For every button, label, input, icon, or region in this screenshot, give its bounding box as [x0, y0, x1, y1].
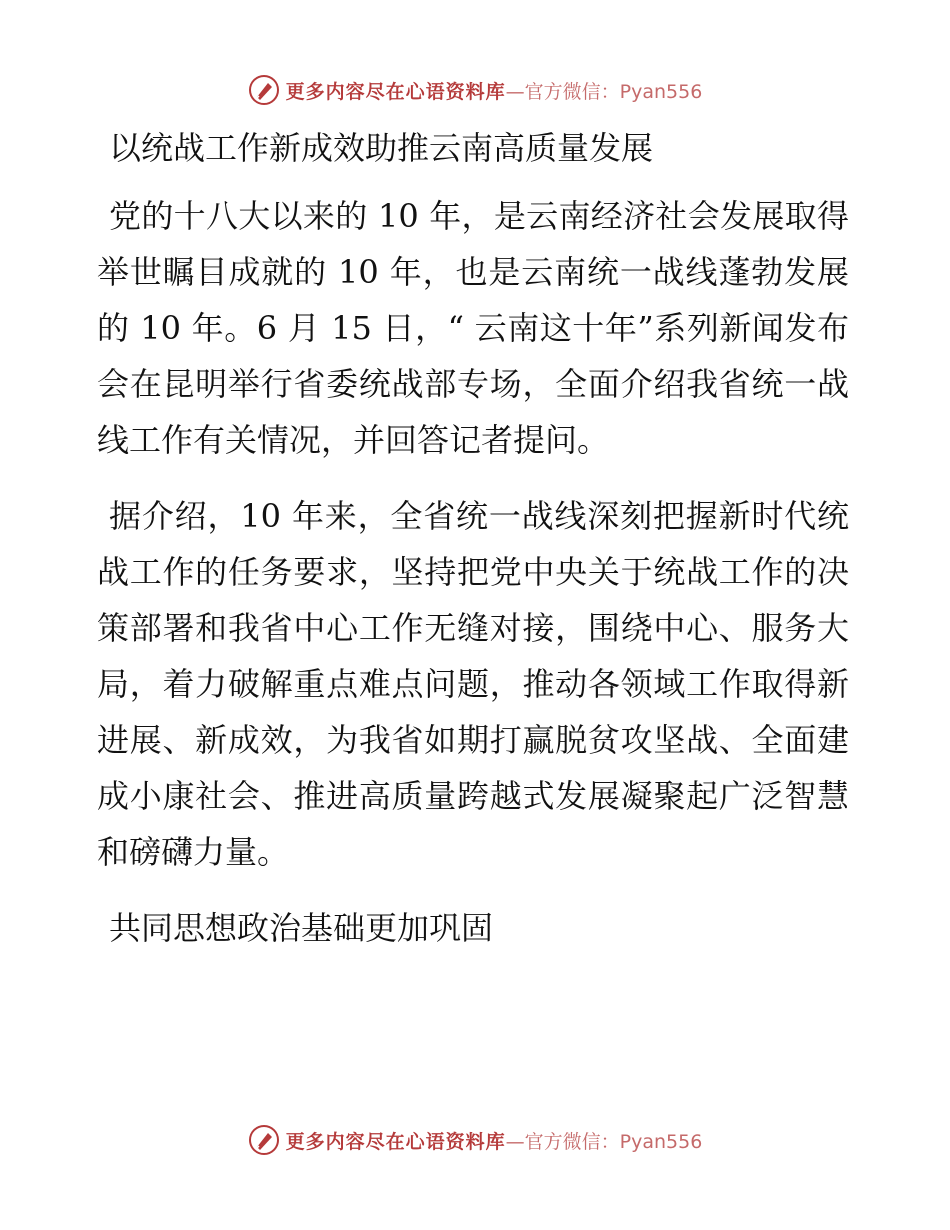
header-brand-text: 更多内容尽在心语资料库 — [285, 80, 506, 103]
pen-nib-logo-icon — [248, 1124, 280, 1156]
header-contact: —官方微信：Pyan556 — [505, 80, 703, 103]
paragraph-2: 据介绍，10 年来，全省统一战线深刻把握新时代统战工作的任务要求，坚持把党中央关于统战工作的决策部署和我省中心工作无缝对接，围绕中心、服务大局，着力破解重点难点问题，推动各领域工作取得新进展、新成效，为我省如期打赢脱贫攻坚战、全面建成小康社会、推进高质量跨越式发展凝聚起广泛智慧和磅礴力量。 — [97, 497, 849, 871]
footer-brand-text: 更多内容尽在心语资料库 — [285, 1130, 506, 1153]
pen-nib-logo-icon — [248, 74, 280, 106]
header-watermark — [0, 70, 950, 110]
document-body — [97, 122, 849, 976]
footer-contact: —官方微信：Pyan556 — [505, 1130, 703, 1153]
section-subheading: 共同思想政治基础更加巩固 — [109, 909, 494, 947]
footer-watermark — [0, 1120, 950, 1160]
article-title: 以统战工作新成效助推云南高质量发展 — [109, 129, 654, 167]
paragraph-1: 党的十八大以来的 10 年，是云南经济社会发展取得举世瞩目成就的 10 年，也是云南统一战线蓬勃发展的 10 年。6 月 15 日，“ 云南这十年”系列新闻发布会在昆明举行省委统战部专场，全面介绍我省统一战线工作有关情况，并回答记者提问。 — [97, 197, 849, 459]
